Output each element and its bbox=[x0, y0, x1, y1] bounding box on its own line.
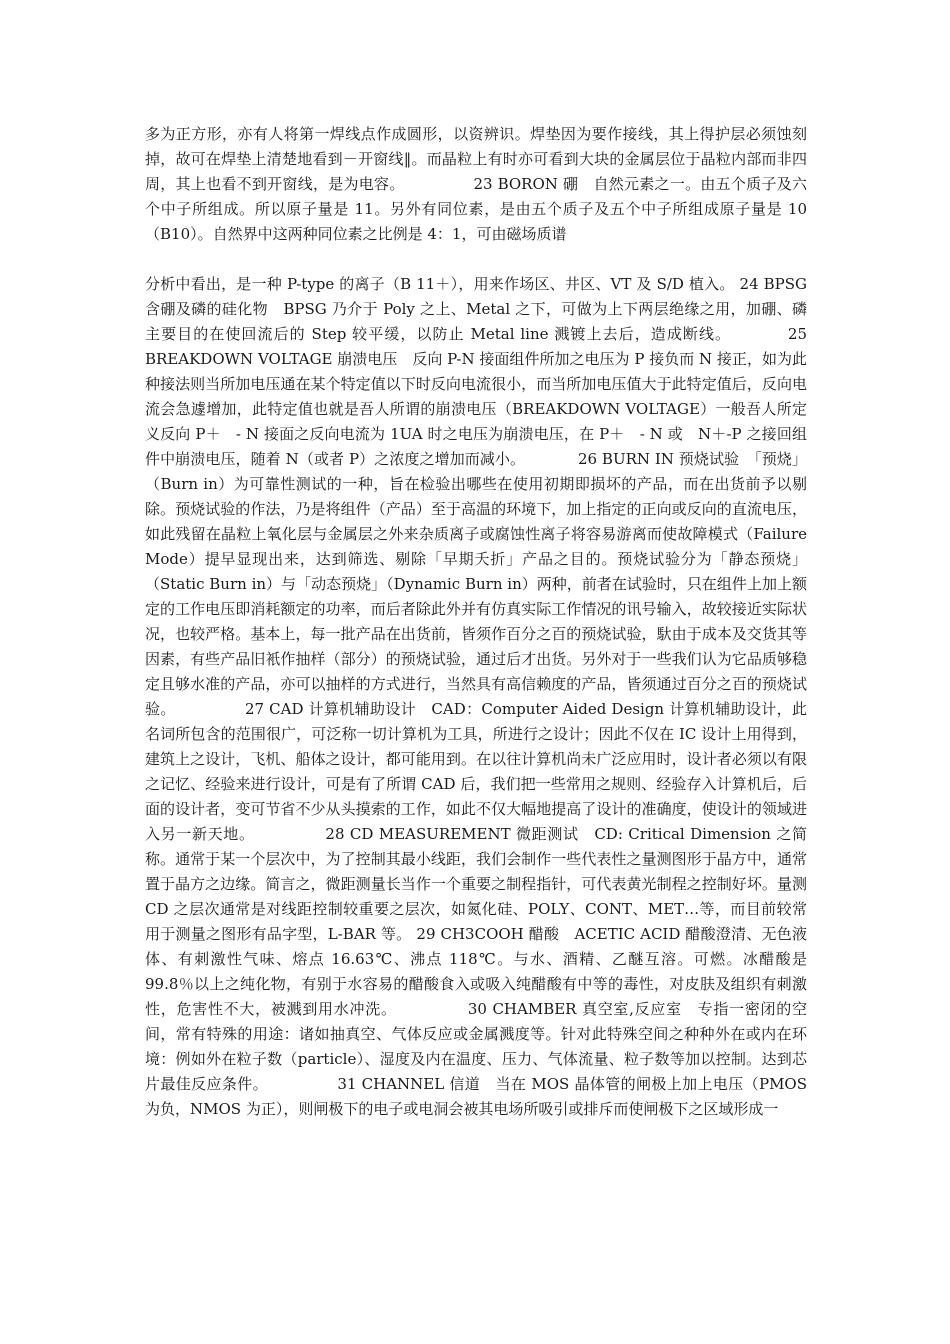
document-page bbox=[145, 122, 807, 1122]
paragraph-boron: 多为正方形，亦有人将第一焊线点作成圆形，以资辨识。焊垫因为要作接线，其上得护层必须蚀刻掉，故可在焊垫上清楚地看到－开窗线‖。而晶粒上有时亦可看到大块的金属层位于晶粒内部而非四周，其上也看不到开窗线，是为电容。 23 BORON 硼 自然元素之一。由五个质子及六个中子所组成。所以原子量是 11。另外有同位素，是由五个质子及五个中子所组成原子量是 10（B10）。自然界中这两种同位素之比例是 4：1，可由磁场质谱 bbox=[145, 125, 807, 243]
paragraph-glossary-entries: 分析中看出，是一种 P-type 的离子（B 11＋），用来作场区、井区、VT 及 S/D 植入。 24 BPSG 含硼及磷的硅化物 BPSG 乃介于 Poly 之上、Metal 之下，可做为上下两层绝缘之用，加硼、磷主要目的在使回流后的 Step 较平缓，以防止 Metal line 溅镀上去后，造成断线。 25 BREAKDOWN VOLTAGE 崩溃电压 反向 P-N 接面组件所加之电压为 P 接负而 N 接正，如为此种接法则当所加电压通在某个特定值以下时反向电流很小，而当所加电压值大于此特定值后，反向电流会急遽增加，此特定值也就是吾人所谓的崩溃电压（BREAKDOWN VOLTAGE）一般吾人所定义反向 P＋ - N 接面之反向电流为 1UA 时之电压为崩溃电压，在 P＋ - N 或 N＋-P 之接回组件中崩溃电压，随着 N（或者 P）之浓度之增加而减小。 26 BURN IN 预烧试验 「预烧」（Burn in）为可靠性测试的一种，旨在检验出哪些在使用初期即损坏的产品，而在出货前予以剔除。预烧试验的作法，乃是将组件（产品）至于高温的环境下，加上指定的正向或反向的直流电压，如此残留在晶粒上氧化层与金属层之外来杂质离子或腐蚀性离子将容易游离而使故障模式（Failure Mode）提早显现出来，达到筛选、剔除「早期夭折」产品之目的。预烧试验分为「静态预烧」（Static Burn in）与「动态预烧」（Dynamic Burn in）两种，前者在试验时，只在组件上加上额定的工作电压即消耗额定的功率，而后者除此外并有仿真实际工作情况的讯号输入，故较接近实际状况，也较严格。基本上，每一批产品在出货前，皆须作百分之百的预烧试验，馱由于成本及交货其等因素，有些产品旧衹作抽样（部分）的预烧试验，通过后才出货。另外对于一些我们认为它品质够稳定且够水准的产品，亦可以抽样的方式进行，当然具有高信赖度的产品，皆须通过百分之百的预烧试验。 27 CAD 计算机辅助设计 CAD：Computer Aided Design 计算机辅助设计，此名词所包含的范围很广，可泛称一切计算机为工具，所进行之设计；因此不仅在 IC 设计上用得到，建筑上之设计，飞机、船体之设计，都可能用到。在以往计算机尚未广泛应用时，设计者必须以有限之记忆、经验来进行设计，可是有了所谓 CAD 后，我们把一些常用之规则、经验存入计算机后，后面的设计者，变可节省不少从头摸索的工作，如此不仅大幅地提高了设计的准确度，使设计的领域进入另一新天地。 28 CD MEASUREMENT 微距测试 CD: Critical Dimension 之简称。通常于某一个层次中，为了控制其最小线距，我们会制作一些代表性之量测图形于晶方中，通常置于晶方之边缘。简言之，微距测量长当作一个重要之制程指针，可代表黄光制程之控制好坏。量测 CD 之层次通常是对线距控制较重要之层次，如氮化硅、POLY、CONT、MET…等，而目前较常用于测量之图形有品字型，L-BAR 等。 29 CH3COOH 醋酸 ACETIC ACID 醋酸澄清、无色液体、有刺激性气味、熔点 16.63℃、沸点 118℃。与水、酒精、乙醚互溶。可燃。冰醋酸是 99.8％以上之纯化物，有别于水容易的醋酸食入或吸入纯醋酸有中等的毒性，对皮肤及组织有刺激性，危害性不大，被溅到用水冲洗。 30 CHAMBER 真空室,反应室 专指一密闭的空间，常有特殊的用途：诸如抽真空、气体反应或金属溅度等。针对此特殊空间之种种外在或内在环境：例如外在粒子数（particle）、湿度及内在温度、压力、气体流量、粒子数等加以控制。达到芯片最佳反应条件。 31 CHANNEL 信道 当在 MOS 晶体管的闸极上加上电压（PMOS 为负，NMOS 为正），则闸极下的电子或电洞会被其电场所吸引或排斥而使闸极下之区域形成一 bbox=[145, 275, 807, 1118]
